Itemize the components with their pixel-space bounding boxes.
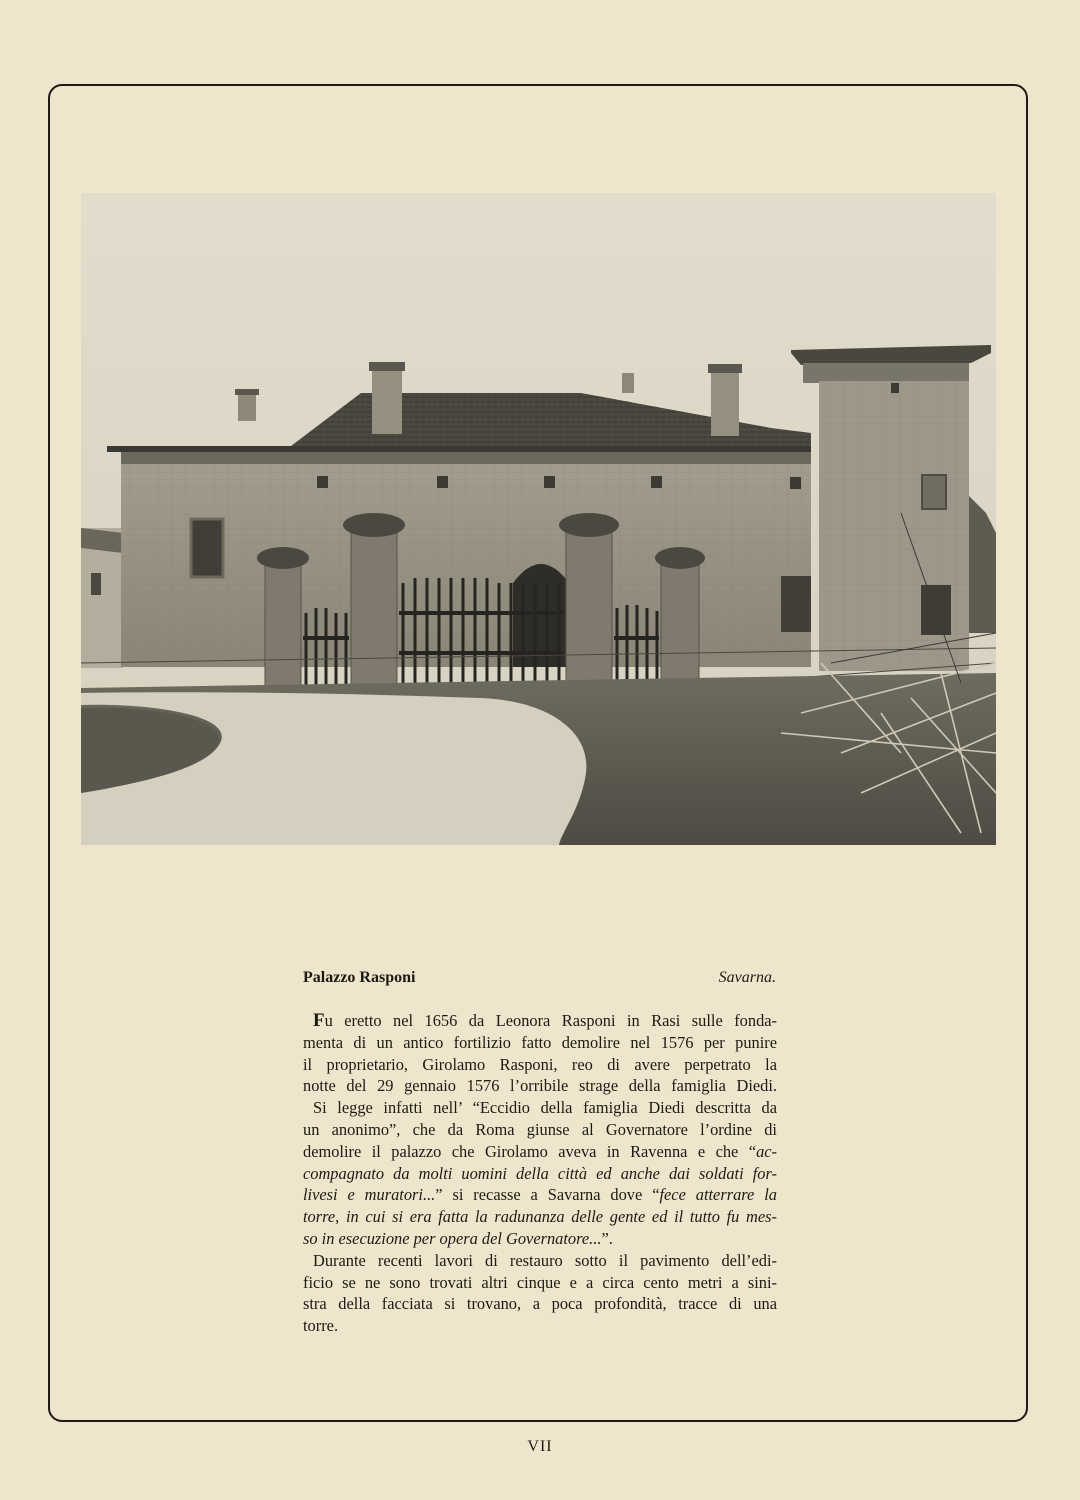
- text-line: Si legge infatti nell’ “Eccidio della famiglia Diedi descritta da: [313, 1098, 777, 1118]
- text-fragment: u eretto nel 1656 da Leonora Rasponi in Rasi sulle fonda-: [324, 1011, 777, 1030]
- photo-caption-title: Palazzo Rasponi: [303, 969, 416, 986]
- text-line: stra della facciata si trovano, a poca profondità, tracce di una: [303, 1294, 777, 1314]
- text-line: [303, 1184, 777, 1206]
- text-line: menta di un antico fortilizio fatto demolire nel 1576 per punire: [303, 1032, 777, 1052]
- text-line: [303, 1141, 777, 1163]
- text-line: Durante recenti lavori di restauro sotto il pavimento dell’edi-: [313, 1250, 777, 1270]
- text-line: il proprietario, Girolamo Rasponi, reo di avere perpetrato la: [303, 1054, 777, 1074]
- text-fragment: demolire il palazzo che Girolamo aveva in Ravenna e che “: [303, 1141, 757, 1161]
- drop-cap: F: [313, 1010, 325, 1031]
- text-line: notte del 29 gennaio 1576 l’orribile strage della famiglia Diedi.: [303, 1076, 777, 1096]
- quoted-fragment: ac-: [756, 1141, 777, 1161]
- page-number: VII: [527, 1438, 553, 1455]
- palazzo-rasponi-photograph: [81, 193, 996, 845]
- text-line: compagnato da molti uomini della città ed anche dai soldati for-: [303, 1163, 777, 1183]
- text-line: torre.: [303, 1316, 339, 1336]
- article-body: [303, 1010, 777, 1337]
- text-fragment: ” si recasse a Savarna dove “: [435, 1185, 660, 1205]
- quoted-fragment: so in esecuzione per opera del Governatore...: [303, 1228, 602, 1248]
- quoted-fragment: fece atterrare la: [659, 1185, 777, 1205]
- text-fragment: ”.: [601, 1228, 613, 1248]
- text-line: [303, 1228, 777, 1250]
- text-line: un anonimo”, che da Roma giunse al Governatore l’ordine di: [303, 1119, 777, 1139]
- text-line: [303, 1010, 777, 1032]
- quoted-fragment: livesi e muratori...: [303, 1185, 436, 1205]
- photo-caption-place: Savarna.: [718, 969, 776, 986]
- text-line: torre, in cui si era fatta la radunanza delle gente ed il tutto fu mes-: [303, 1207, 777, 1227]
- text-line: ficio se ne sono trovati altri cinque e a circa cento metri a sini-: [303, 1272, 777, 1292]
